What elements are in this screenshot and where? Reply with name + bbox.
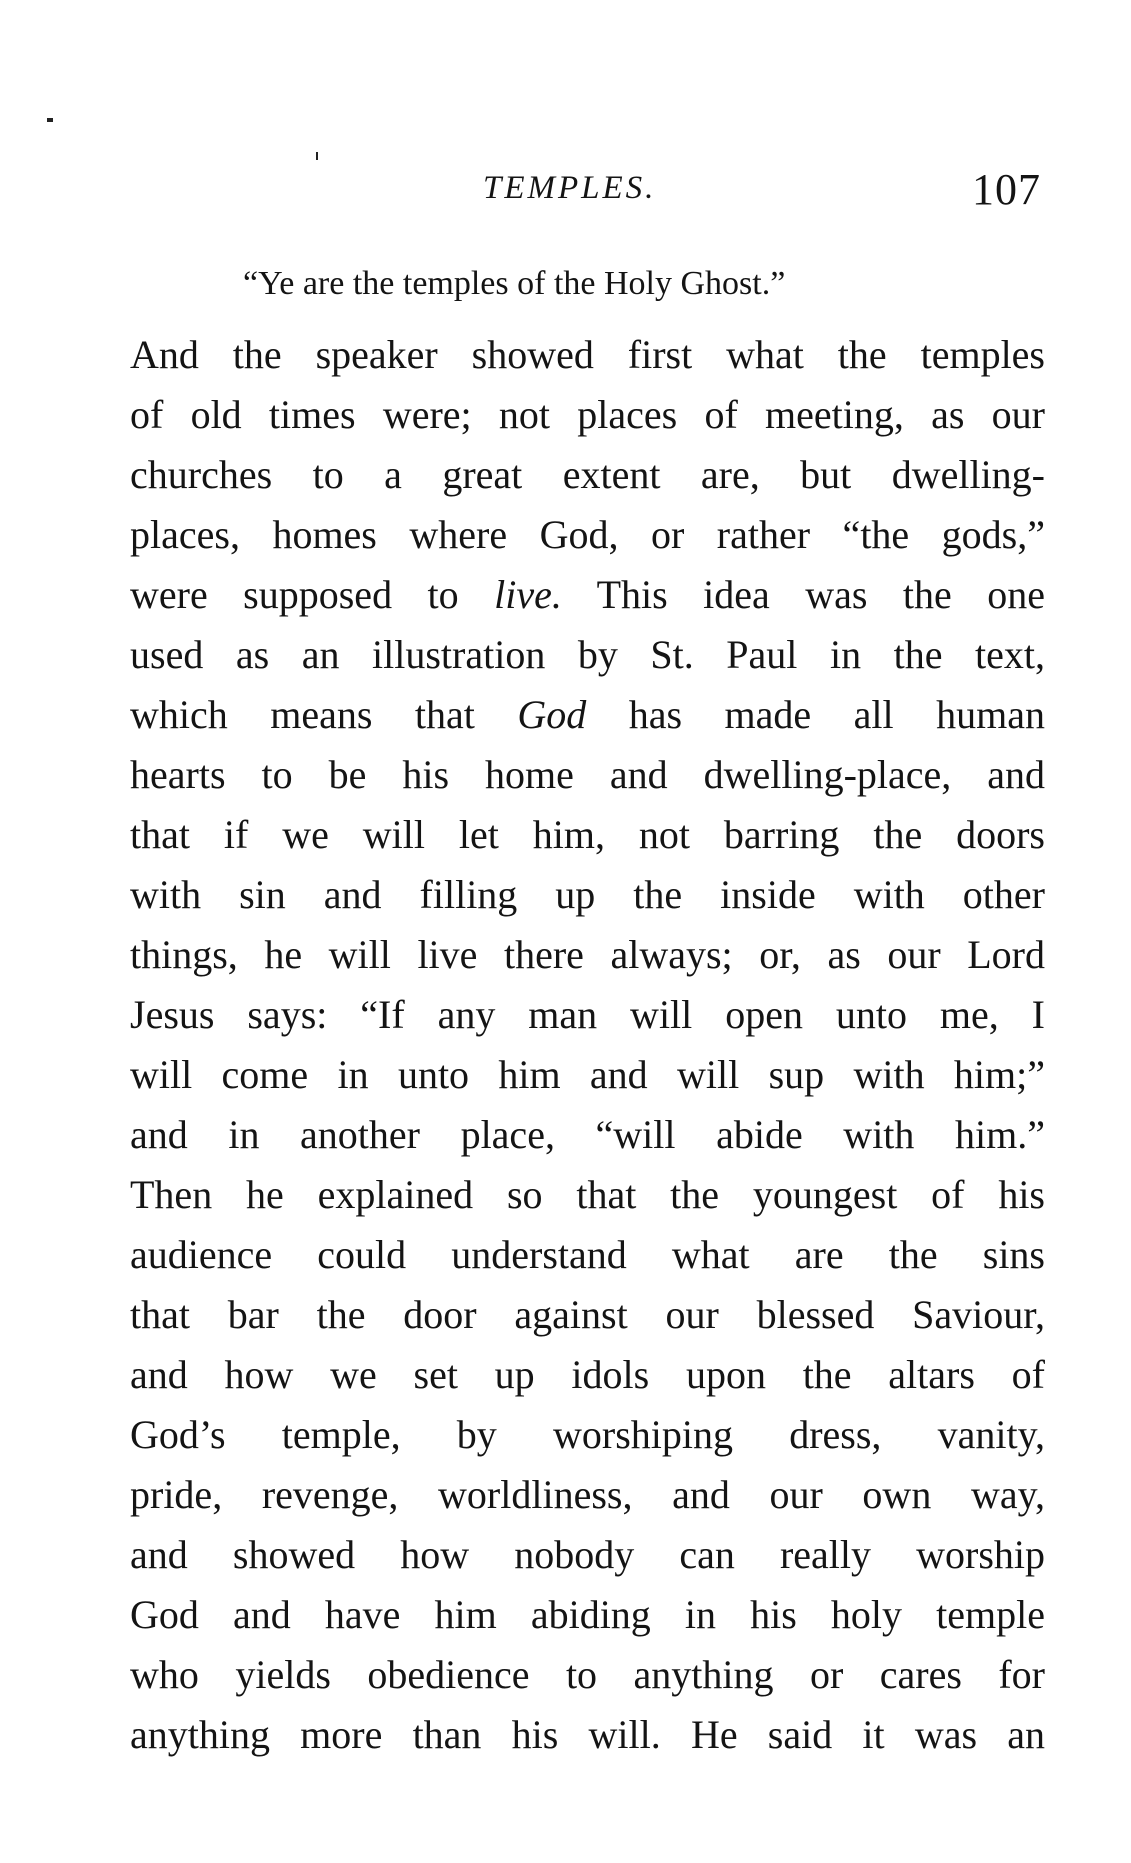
text-line: who yields obedience to anything or cares for [130,1652,1045,1697]
text-line: and in another place, “will abide with him.” [130,1112,1045,1157]
text-line: that bar the door against our blessed Saviour, [130,1292,1045,1337]
page-number: 107 [972,165,1041,214]
text-line: audience could understand what are the sins [130,1232,1045,1277]
text-segment: has made all human [586,692,1045,737]
text-line: places, homes where God, or rather “the gods,” [130,512,1045,557]
text-line: with sin and filling up the inside with other [130,872,1045,917]
text-line: things, he will live there always; or, as our Lord [130,932,1045,977]
text-line: Jesus says: “If any man will open unto me, I [130,992,1045,1037]
text-line: that if we will let him, not barring the doors [130,812,1045,857]
text-line: will come in unto him and will sup with him;” [130,1052,1045,1097]
text-line: God’s temple, by worshiping dress, vanity, [130,1412,1045,1457]
text-segment: were supposed to [130,572,495,617]
print-speck [47,118,53,122]
running-title: TEMPLES. [483,170,657,206]
running-header [0,165,1131,230]
text-line: Then he explained so that the youngest of his [130,1172,1045,1217]
text-segment: which means that [130,692,518,737]
text-line: used as an illustration by St. Paul in the text, [130,632,1045,677]
print-speck [316,152,318,160]
text-segment: This idea was the one [561,572,1045,617]
text-line: and showed how nobody can really worship [130,1532,1045,1577]
text-line: hearts to be his home and dwelling-place, and [130,752,1045,797]
text-line: God and have him abiding in his holy temple [130,1592,1045,1637]
text-line: anything more than his will. He said it was an [130,1712,1045,1757]
epigraph-quote: “Ye are the temples of the Holy Ghost.” [243,265,786,302]
text-line [130,685,1045,745]
italic-word: live. [494,572,562,617]
text-line: pride, revenge, worldliness, and our own way, [130,1472,1045,1517]
body-text [130,325,1045,1765]
text-line: And the speaker showed first what the temples [130,332,1045,377]
italic-word: God [517,692,587,737]
text-line: and how we set up idols upon the altars of [130,1352,1045,1397]
text-line: churches to a great extent are, but dwelling- [130,452,1045,497]
text-line: of old times were; not places of meeting, as our [130,392,1045,437]
text-line [130,565,1045,625]
